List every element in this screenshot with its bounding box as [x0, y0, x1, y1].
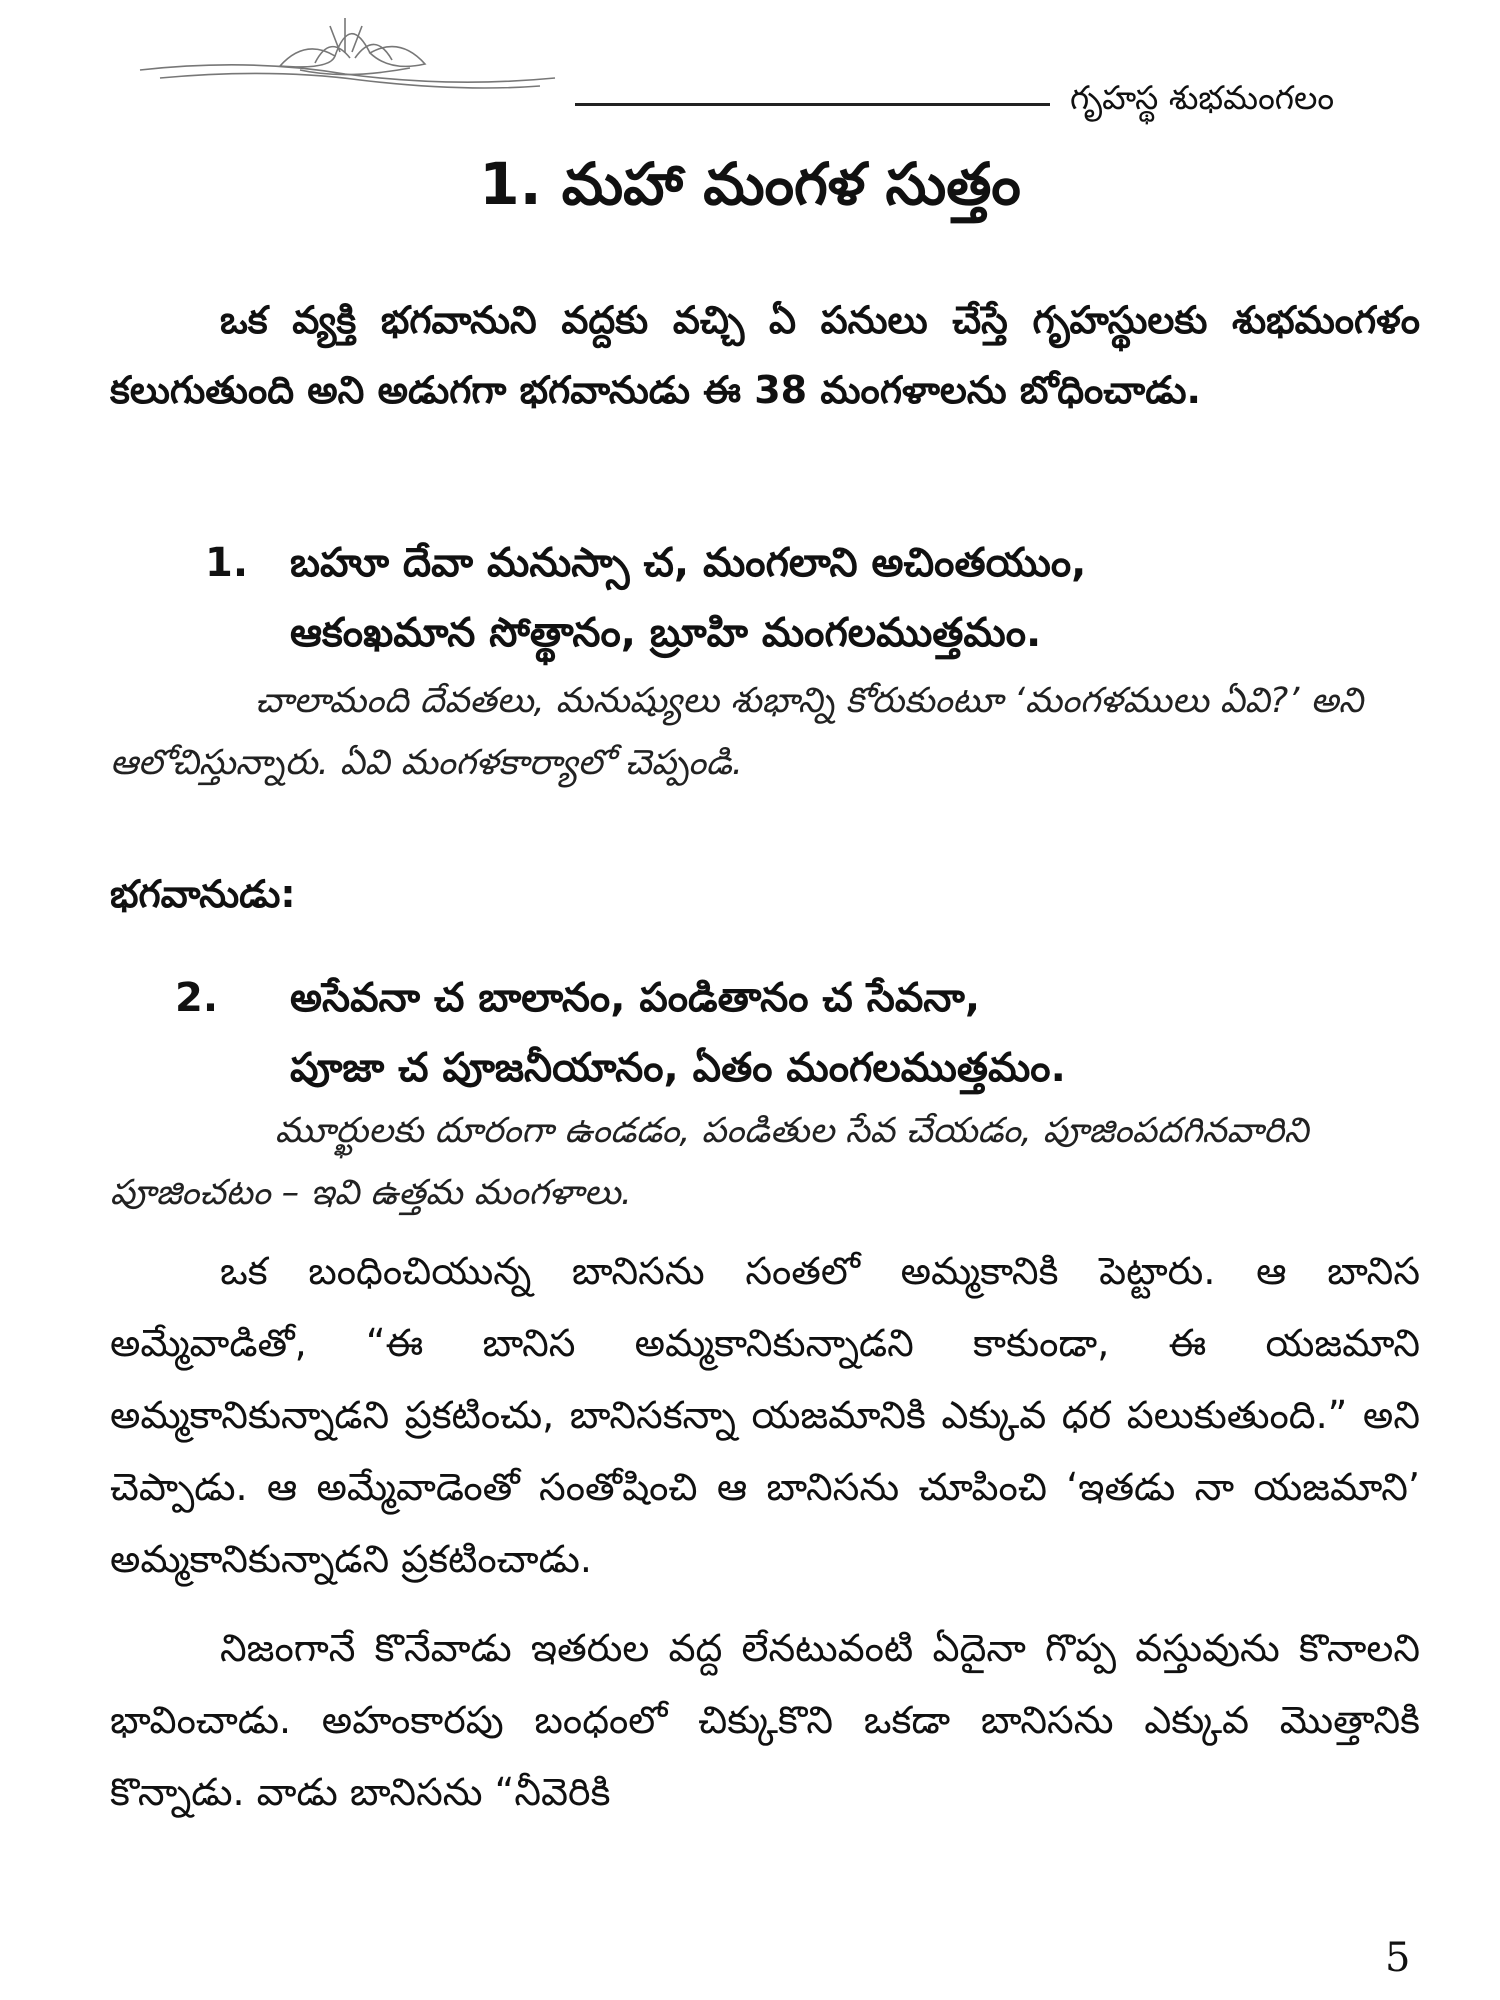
verse-translation: [110, 1100, 1420, 1224]
story-text: ఒక బంధించియున్న బానిసను సంతలో అమ్మకానికి పెట్టారు. ఆ బానిస అమ్మేవాడితో, “ఈ బానిస అమ్మకానికున్నాడని కాకుండా, ఈ యజమాని అమ్మకానికున్నాడని ప్రకటించు, బానిసకన్నా యజమానికి ఎక్కువ ధర పలుకుతుంది.” అని చెప్పాడు. ఆ అమ్మేవాడెంతో సంతోషించి ఆ బానిసను చూపించి ‘ఇతడు నా యజమాని’ అమ్మకానికున్నాడని ప్రకటించాడు.: [110, 1249, 1420, 1581]
verse-line: బహూ దేవా మనుస్సా చ, మంగలాని అచింతయుం,: [290, 540, 1087, 586]
verse-line: అసేవనా చ బాలానం, పండితానం చ సేవనా,: [290, 975, 981, 1021]
speaker-label: భగవానుడు:: [110, 872, 296, 916]
chapter-title: 1. మహా మంగళ సుత్తం: [479, 150, 1021, 218]
verse-translation: [110, 670, 1420, 794]
intro-text: ఒక వ్యక్తి భగవానుని వద్దకు వచ్చి ఏ పనులు చేస్తే గృహస్థులకు శుభమంగళం కలుగుతుంది అని అడుగగా భగవానుడు ఈ 38 మంగళాలను బోధించాడు.: [110, 298, 1420, 412]
header-rule: [575, 103, 1050, 106]
translation-text: మూర్ఖులకు దూరంగా ఉండడం, పండితుల సేవ చేయడం, పూజింపదగినవారిని పూజించటం – ఇవి ఉత్తమ మంగళాలు.: [110, 1111, 1309, 1213]
story-text: నిజంగానే కొనేవాడు ఇతరుల వద్ద లేనటువంటి ఏదైనా గొప్ప వస్తువును కొనాలని భావించాడు. అహంకారపు బంధంలో చిక్కుకొని ఒకడా బానిసను ఎక్కువ మొత్తానికి కొన్నాడు. వాడు బానిసను “నీవెరికి: [110, 1626, 1420, 1814]
translation-text: చాలామంది దేవతలు, మనుష్యులు శుభాన్ని కోరుకుంటూ ‘మంగళములు ఏవి?’ అని ఆలోచిస్తున్నారు. ఏవి మంగళకార్యాలో చెప్పండి.: [110, 681, 1364, 783]
running-head: గృహస్థ శుభమంగలం: [1070, 78, 1335, 117]
story-paragraph: [110, 1612, 1420, 1828]
verse-number: 2.: [175, 975, 219, 1021]
page-number: 5: [1385, 1935, 1411, 1981]
verse-line: ఆకంఖమాన సోత్థానం, బ్రూహి మంగలముత్తమం.: [290, 610, 1042, 656]
verse-line: పూజా చ పూజనీయానం, ఏతం మంగలముత్తమం.: [290, 1045, 1066, 1091]
story-paragraph: [110, 1235, 1420, 1595]
verse-number: 1.: [205, 540, 249, 586]
intro-paragraph: [110, 285, 1420, 425]
lotus-ornament-icon: [130, 8, 560, 98]
